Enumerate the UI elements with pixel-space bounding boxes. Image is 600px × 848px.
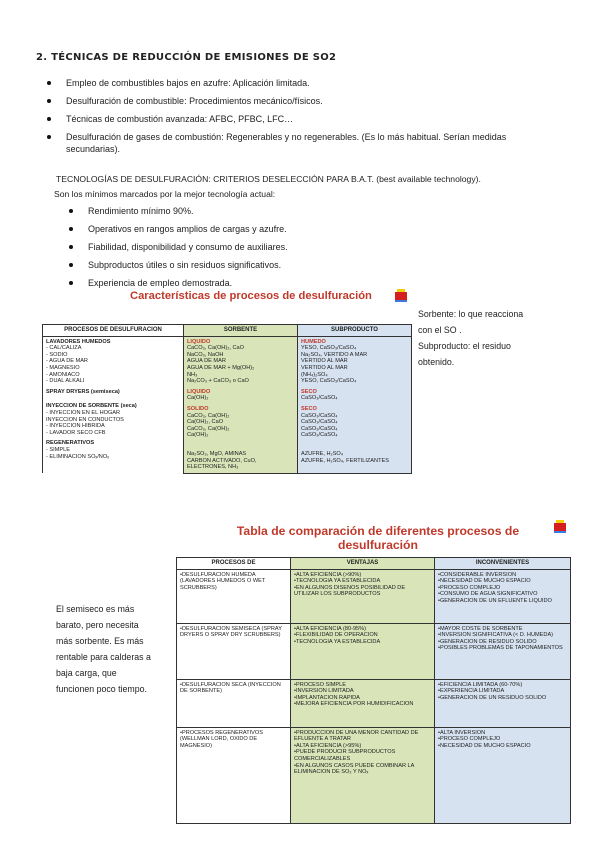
slide-icon (395, 289, 407, 303)
table-header: PROCESOS DE DESULFURACION (43, 325, 184, 337)
note-semiseco: El semiseco es más barato, pero necesita más sorbente. Es más rentable para calderas a baja carga, que funcionen poco tiempo. (56, 604, 151, 694)
list-item: Fiabilidad, disponibilidad y consumo de auxiliares. (66, 241, 486, 253)
table2-title: Tabla de comparación de diferentes procesos de desulfuración (236, 524, 520, 552)
techniques-list (44, 77, 564, 161)
list-item: Desulfuración de combustible: Procedimientos mecánico/físicos. (44, 95, 564, 107)
list-item: Experiencia de empleo demostrada. (66, 277, 486, 289)
criteria-intro: Son los mínimos marcados por la mejor tecnología actual: (54, 189, 276, 199)
criteria-block (56, 173, 576, 200)
table-row: •DESULFURACION SECA (INYECCION DE SORBENTE) •PROCESO SIMPLE •INVERSION LIMITADA •IMPLANTACION RAPIDA •MEJORA EFICIENCIA POR HUMIDIFICACION •EFICIENCIA LIMITADA (60-70%) •EXPERIENCIA LIMITADA •GENERACION DE UN RESIDUO SOLIDO (177, 679, 571, 727)
list-item: Empleo de combustibles bajos en azufre: Aplicación limitada. (44, 77, 564, 89)
list-item: Rendimiento mínimo 90%. (66, 205, 486, 217)
table1-title: Características de procesos de desulfuración (130, 290, 372, 302)
section-title: 2. TÉCNICAS DE REDUCCIÓN DE EMISIONES DE SO2 (36, 52, 337, 63)
list-item: Desulfuración de gases de combustión: Regenerables y no regenerables. (Es lo más habitual. Serían medidas secundarias). (44, 131, 514, 155)
criteria-heading: TECNOLOGÍAS DE DESULFURACIÓN: CRITERIOS DESELECCIÓN PARA B.A.T. (best available technology). (56, 174, 481, 184)
note-sorbente: Sorbente: lo que reacciona con el SO . Subproducto: el residuo obtenido. (418, 309, 524, 367)
table-header: SUBPRODUCTO (298, 325, 412, 337)
table-header: PROCESOS DE (177, 558, 291, 570)
desulfurization-table (42, 324, 412, 474)
slide-icon (554, 520, 566, 534)
comparison-table (176, 557, 571, 824)
list-item: Subproductos útiles o sin residuos significativos. (66, 259, 486, 271)
table-header: VENTAJAS (291, 558, 435, 570)
list-item: Técnicas de combustión avanzada: AFBC, PFBC, LFC… (44, 113, 564, 125)
table-row: •PROCESOS REGENERATIVOS (WELLMAN LORD, OXIDO DE MAGNESIO) •PRODUCCION DE UNA MENOR CANTIDAD DE EFLUENTE A TRATAR •ALTA EFICIENCIA (>95%) •PUEDE PRODUCIR SUBPRODUCTOS COMERCIALIZABLES •EN ALGUNOS CASOS PUEDE COMBINAR LA ELIMINACION DE SO₂ Y NOₓ •ALTA INVERSION •PROCESO COMPLEJO •NECESIDAD DE MUCHO ESPACIO (177, 727, 571, 823)
table-row: LAVADORES HUMEDOS - CAL/CALIZA - SODIO - AGUA DE MAR - MAGNESIO - AMONIACO - DUAL ALKALI SPRAY DRYERS (semiseca) INYECCION DE SORBENTE (seca) - INYECCION EN EL HOGAR INYECCION EN CONDUCTOS - INYECCION HIBRIDA - LAVADOR SECO CFB REGENERATIVOS - SIMPLE - ELIMINACION SOₓ/NOₓ LÍQUIDO CaCO₃, Ca(OH)₂, CaO NaCO₃, NaOH AGUA DE MAR AGUA DE MAR + Mg(OH)₂ NH₃ Na₂CO₃ + CaCO₃ o CaO LÍQUIDO Ca(OH)₂ SÓLIDO CaCO₃, Ca(OH)₂ Ca(OH)₂, CaO CaCO₃, Ca(OH)₂ Ca(OH)₂ Na₂SO₃, MgO, AMINAS CARBON ACTIVADO, CuO, ELECTRONES, NH₃ HÚMEDO YESO, CaSO₃/CaSO₄ Na₂SO₄, VERTIDO A MAR VERTIDO AL MAR VERTIDO AL MAR (NH₄)₂SO₄ YESO, CaSO₃/CaSO₄ SECO CaSO₃/CaSO₄ SECO CaSO₃/CaSO₄ CaSO₃/CaSO₄ CaSO₃/CaSO₄ CaSO₃/CaSO₄ AZUFRE, H₂SO₄ AZUFRE, H₂SO₄, FERTILIZANTES (43, 336, 412, 473)
list-item: Operativos en rangos amplios de cargas y azufre. (66, 223, 486, 235)
table-row: •DESULFURACION HUMEDA (LAVADORES HUMEDOS O WET SCRUBBERS) •ALTA EFICIENCIA (>90%) •TECNOLOGIA YA ESTABLECIDA •EN ALGUNOS DISEÑOS POSIBILIDAD DE UTILIZAR LOS SUBPRODUCTOS •CONSIDERABLE INVERSION •NECESIDAD DE MUCHO ESPACIO •PROCESO COMPLEJO •CONSUMO DE AGUA SIGNIFICATIVO •GENERACION DE UN EFLUENTE LIQUIDO (177, 569, 571, 623)
table-header: SORBENTE (184, 325, 298, 337)
criteria-list (66, 205, 486, 295)
table-row: •DESULFURACION SEMISECA (SPRAY DRYERS O SPRAY DRY SCRUBBERS) •ALTA EFICIENCIA (80-95%) •FLEXIBILIDAD DE OPERACION •TECNOLOGIA YA ESTABLECIDA •MAYOR COSTE DE SORBENTE •INVERSION SIGNIFICATIVA (< D. HUMEDA) •GENERACION DE RESIDUO SOLIDO •POSIBLES PROBLEMAS DE TAPONAMIENTOS (177, 623, 571, 679)
table-header: INCONVENIENTES (435, 558, 571, 570)
